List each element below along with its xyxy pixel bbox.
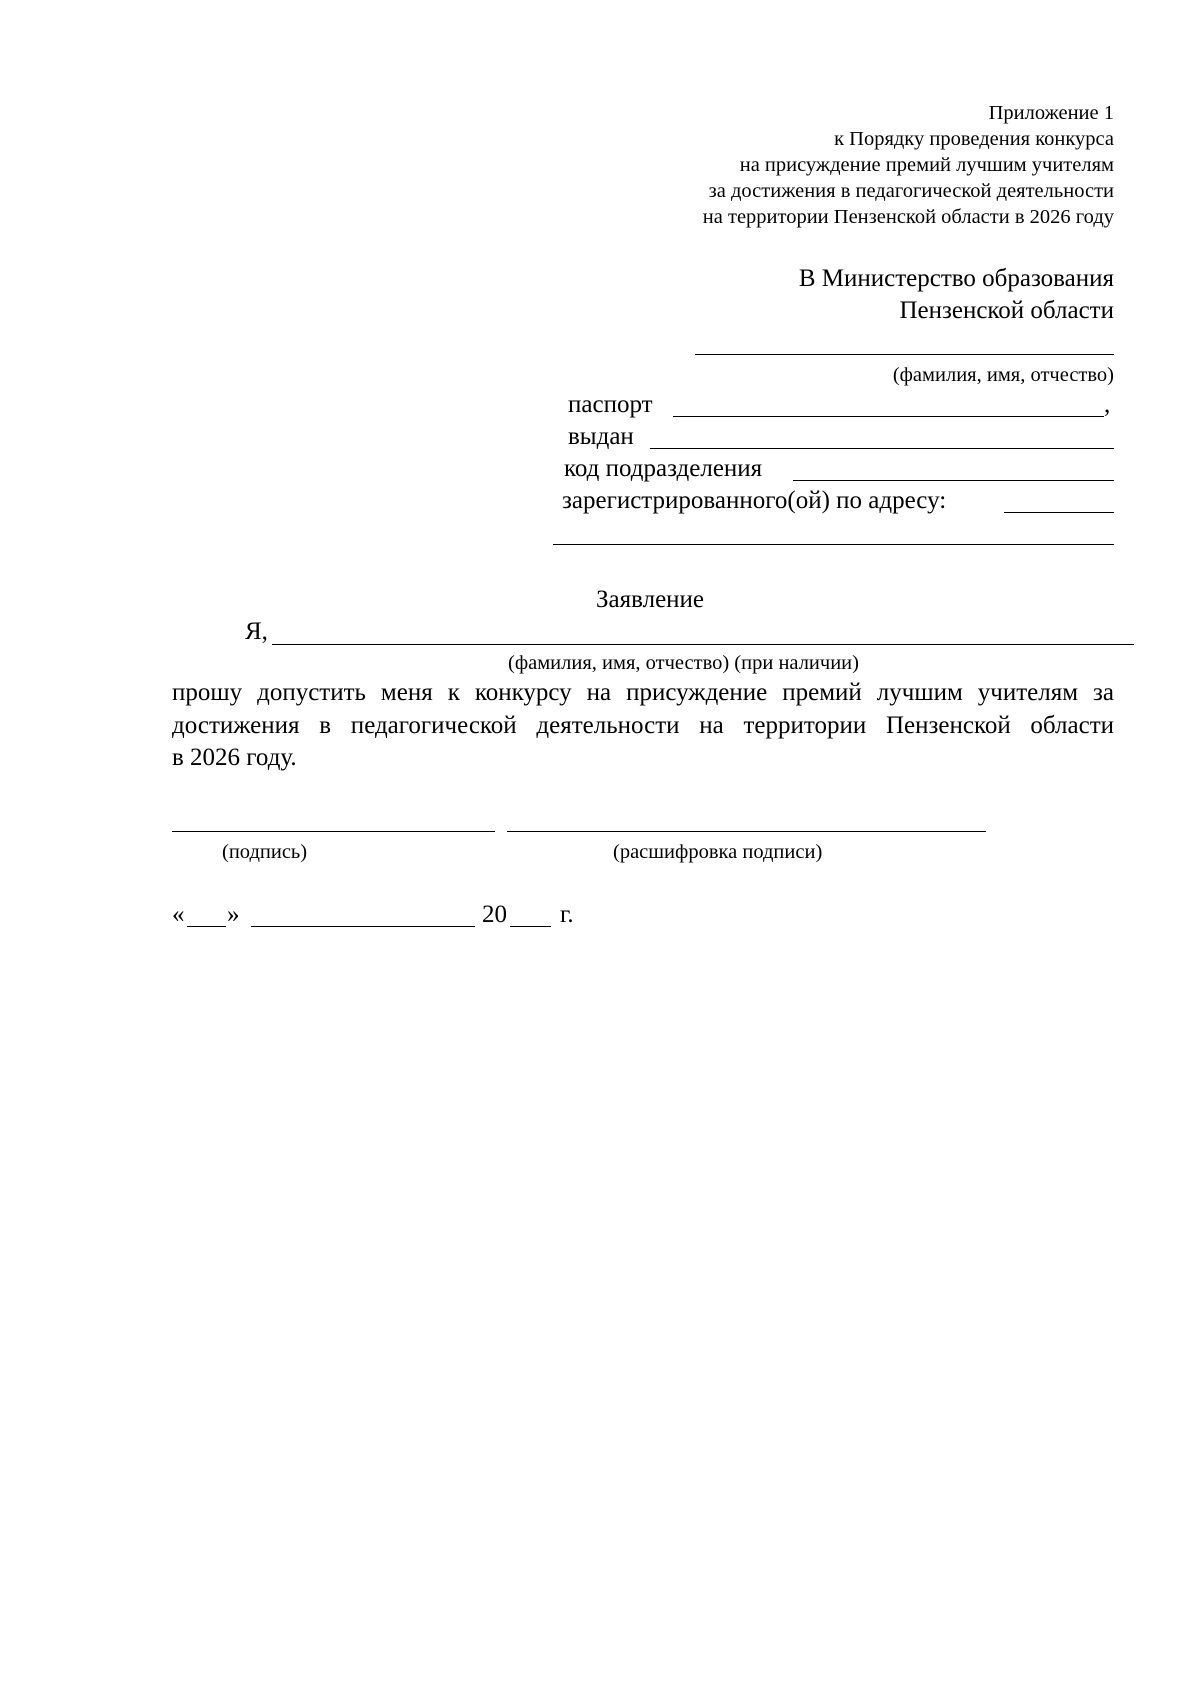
statement-title: Заявление — [596, 586, 705, 613]
statement-name-hint: (фамилия, имя, отчество) (при наличии) — [508, 652, 859, 674]
date-year-line[interactable] — [510, 926, 551, 927]
addressee-block — [799, 263, 1114, 327]
address-field-line-2[interactable] — [553, 544, 1114, 545]
passport-label: паспорт — [568, 391, 653, 418]
applicant-name-hint: (фамилия, имя, отчество) — [892, 364, 1114, 386]
date-month-line[interactable] — [251, 926, 475, 927]
appendix-line: за достижения в педагогической деятельности — [708, 180, 1114, 202]
statement-body-line: прошу допустить меня к конкурсу на присуждение премий лучшим учителям за — [172, 679, 1114, 706]
appendix-line: на присуждение премий лучшим учителям — [739, 154, 1114, 176]
statement-body-line: достижения в педагогической деятельности на территории Пензенской области — [172, 711, 1114, 739]
date-day-line[interactable] — [187, 926, 226, 927]
statement-body — [172, 677, 1114, 775]
signature-hint: (подпись) — [222, 841, 308, 863]
division-code-field-line[interactable] — [793, 480, 1114, 481]
applicant-name-line[interactable] — [695, 354, 1114, 355]
address-field-line[interactable] — [1004, 512, 1114, 513]
date-close-quote: » — [227, 901, 240, 928]
signature-line[interactable] — [172, 831, 495, 832]
date-year-suffix: г. — [560, 901, 574, 928]
passport-comma: , — [1104, 391, 1111, 418]
appendix-header — [703, 100, 1114, 230]
statement-i-label: Я, — [245, 618, 268, 645]
date-year-prefix: 20 — [482, 901, 507, 928]
division-code-label: код подразделения — [564, 455, 763, 482]
appendix-line: на территории Пензенской области в 2026 году — [702, 206, 1114, 228]
statement-body-line: в 2026 году. — [172, 744, 297, 771]
statement-name-line[interactable] — [272, 644, 1134, 645]
signature-decode-hint: (расшифровка подписи) — [613, 841, 823, 863]
addressee-line: В Министерство образования — [798, 265, 1114, 292]
issued-field-line[interactable] — [650, 448, 1114, 449]
issued-label: выдан — [568, 423, 634, 450]
date-open-quote: « — [172, 901, 185, 928]
addressee-line: Пензенской области — [899, 297, 1114, 324]
signature-decode-line[interactable] — [507, 831, 986, 832]
appendix-line: к Порядку проведения конкурса — [834, 128, 1114, 150]
address-label: зарегистрированного(ой) по адресу: — [562, 487, 947, 514]
appendix-line: Приложение 1 — [988, 102, 1114, 124]
passport-field-line[interactable] — [673, 416, 1104, 417]
